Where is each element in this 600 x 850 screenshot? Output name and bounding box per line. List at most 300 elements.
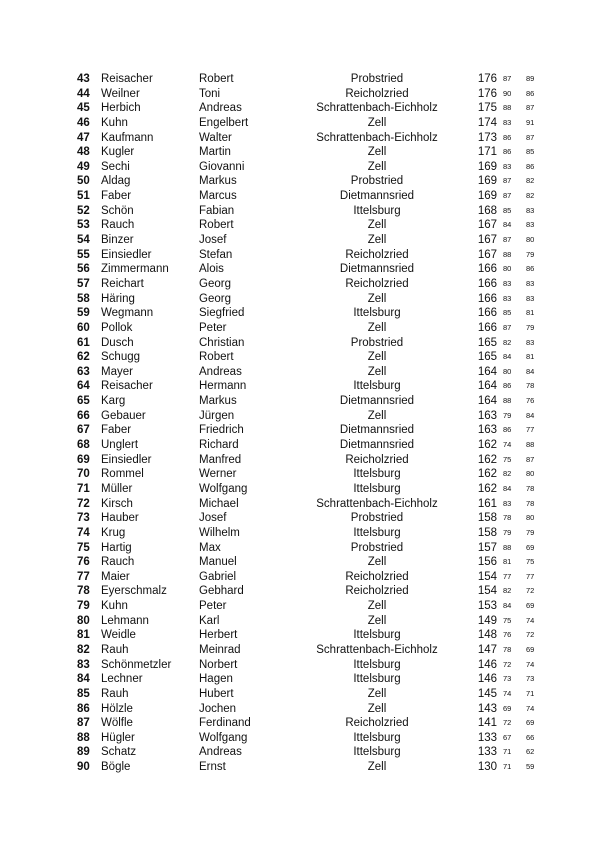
first-name-cell: Wilhelm xyxy=(199,526,240,539)
club-cell: Ittelsburg xyxy=(353,482,401,495)
club-cell: Schrattenbach-Eichholz xyxy=(316,102,438,115)
rank-cell: 43 xyxy=(77,73,90,85)
last-name-cell: Schatz xyxy=(101,746,137,759)
results-table xyxy=(0,72,600,775)
last-name-cell: Reisacher xyxy=(101,73,153,85)
table-row xyxy=(0,423,600,438)
series-2-score-cell: 74 xyxy=(526,659,535,669)
last-name-cell: Reichart xyxy=(101,277,144,290)
series-1-score-cell: 88 xyxy=(503,249,512,259)
first-name-cell: Siegfried xyxy=(199,307,245,320)
last-name-cell: Schönmetzler xyxy=(101,658,172,671)
last-name-cell: Schön xyxy=(101,204,134,217)
total-score-cell: 162 xyxy=(477,482,497,495)
club-cell: Reicholzried xyxy=(345,248,409,261)
series-2-score-cell: 69 xyxy=(526,718,535,728)
series-1-score-cell: 80 xyxy=(503,366,512,376)
last-name-cell: Faber xyxy=(101,424,132,437)
club-cell: Ittelsburg xyxy=(353,746,401,759)
series-1-score-cell: 83 xyxy=(503,293,512,303)
first-name-cell: Markus xyxy=(199,395,237,408)
first-name-cell: Manfred xyxy=(199,453,242,466)
total-score-cell: 162 xyxy=(477,453,497,466)
club-cell: Zell xyxy=(367,761,387,774)
series-2-score-cell: 75 xyxy=(526,557,535,567)
table-row xyxy=(0,277,600,292)
table-row xyxy=(0,482,600,497)
club-cell: Zell xyxy=(367,702,387,715)
rank-cell: 75 xyxy=(77,541,90,554)
total-score-cell: 167 xyxy=(477,248,497,261)
club-cell: Probstried xyxy=(350,512,404,525)
series-2-score-cell: 86 xyxy=(526,161,535,171)
series-2-score-cell: 83 xyxy=(526,220,535,230)
club-cell: Reicholzried xyxy=(345,585,409,598)
total-score-cell: 148 xyxy=(477,629,497,642)
series-1-score-cell: 71 xyxy=(503,762,512,772)
club-cell: Zell xyxy=(367,219,387,232)
rank-cell: 69 xyxy=(77,453,90,466)
total-score-cell: 165 xyxy=(477,336,497,349)
rank-cell: 54 xyxy=(77,234,90,247)
series-1-score-cell: 83 xyxy=(503,117,512,127)
club-cell: Ittelsburg xyxy=(353,673,401,686)
total-score-cell: 157 xyxy=(477,541,497,554)
first-name-cell: Josef xyxy=(199,512,227,525)
series-1-score-cell: 87 xyxy=(503,322,512,332)
rank-cell: 50 xyxy=(77,175,90,188)
club-cell: Reicholzried xyxy=(345,717,409,730)
total-score-cell: 166 xyxy=(477,321,497,334)
series-2-score-cell: 84 xyxy=(526,366,535,376)
series-1-score-cell: 87 xyxy=(503,176,512,186)
club-cell: Ittelsburg xyxy=(353,380,401,393)
last-name-cell: Müller xyxy=(101,482,133,495)
rank-cell: 51 xyxy=(77,190,90,203)
table-row xyxy=(0,72,600,87)
series-1-score-cell: 84 xyxy=(503,352,512,362)
table-row xyxy=(0,731,600,746)
first-name-cell: Andreas xyxy=(199,746,242,759)
series-1-score-cell: 75 xyxy=(503,615,512,625)
first-name-cell: Fabian xyxy=(199,204,235,217)
table-row xyxy=(0,116,600,131)
club-cell: Zell xyxy=(367,409,387,422)
last-name-cell: Weidle xyxy=(101,629,136,642)
series-2-score-cell: 84 xyxy=(526,410,535,420)
total-score-cell: 153 xyxy=(477,600,497,613)
total-score-cell: 176 xyxy=(477,73,497,85)
rank-cell: 81 xyxy=(77,629,90,642)
rank-cell: 66 xyxy=(77,409,90,422)
series-2-score-cell: 83 xyxy=(526,293,535,303)
first-name-cell: Hermann xyxy=(199,380,247,393)
club-cell: Zell xyxy=(367,614,387,627)
last-name-cell: Rauch xyxy=(101,219,135,232)
table-row xyxy=(0,204,600,219)
total-score-cell: 161 xyxy=(477,497,497,510)
rank-cell: 48 xyxy=(77,146,90,159)
last-name-cell: Gebauer xyxy=(101,409,146,422)
rank-cell: 90 xyxy=(77,761,90,774)
series-2-score-cell: 82 xyxy=(526,176,535,186)
table-row xyxy=(0,541,600,556)
last-name-cell: Rauh xyxy=(101,687,129,700)
table-row xyxy=(0,131,600,146)
series-2-score-cell: 79 xyxy=(526,322,535,332)
series-2-score-cell: 83 xyxy=(526,278,535,288)
table-row xyxy=(0,570,600,585)
series-1-score-cell: 82 xyxy=(503,586,512,596)
club-cell: Probstried xyxy=(350,175,404,188)
total-score-cell: 167 xyxy=(477,219,497,232)
table-row xyxy=(0,599,600,614)
rank-cell: 78 xyxy=(77,585,90,598)
table-row xyxy=(0,174,600,189)
rank-cell: 64 xyxy=(77,380,90,393)
series-1-score-cell: 83 xyxy=(503,498,512,508)
club-cell: Dietmannsried xyxy=(339,439,415,452)
rank-cell: 71 xyxy=(77,482,90,495)
table-row xyxy=(0,643,600,658)
first-name-cell: Norbert xyxy=(199,658,238,671)
rank-cell: 74 xyxy=(77,526,90,539)
last-name-cell: Mayer xyxy=(101,365,133,378)
rank-cell: 68 xyxy=(77,439,90,452)
club-cell: Dietmannsried xyxy=(339,190,415,203)
table-row xyxy=(0,409,600,424)
table-row xyxy=(0,365,600,380)
series-1-score-cell: 85 xyxy=(503,205,512,215)
rank-cell: 52 xyxy=(77,204,90,217)
total-score-cell: 165 xyxy=(477,351,497,364)
first-name-cell: Gabriel xyxy=(199,570,237,583)
club-cell: Zell xyxy=(367,234,387,247)
total-score-cell: 163 xyxy=(477,409,497,422)
last-name-cell: Einsiedler xyxy=(101,248,152,261)
table-row xyxy=(0,687,600,702)
club-cell: Probstried xyxy=(350,336,404,349)
series-1-score-cell: 82 xyxy=(503,469,512,479)
rank-cell: 76 xyxy=(77,556,90,569)
series-2-score-cell: 73 xyxy=(526,674,535,684)
first-name-cell: Max xyxy=(199,541,221,554)
table-row xyxy=(0,702,600,717)
club-cell: Zell xyxy=(367,351,387,364)
first-name-cell: Georg xyxy=(199,292,231,305)
last-name-cell: Reisacher xyxy=(101,380,153,393)
table-row xyxy=(0,248,600,263)
rank-cell: 87 xyxy=(77,717,90,730)
total-score-cell: 162 xyxy=(477,468,497,481)
first-name-cell: Robert xyxy=(199,351,234,364)
total-score-cell: 154 xyxy=(477,585,497,598)
first-name-cell: Peter xyxy=(199,321,227,334)
rank-cell: 61 xyxy=(77,336,90,349)
rank-cell: 86 xyxy=(77,702,90,715)
total-score-cell: 167 xyxy=(477,234,497,247)
series-2-score-cell: 80 xyxy=(526,235,535,245)
series-1-score-cell: 71 xyxy=(503,747,512,757)
last-name-cell: Zimmermann xyxy=(101,263,169,276)
club-cell: Zell xyxy=(367,292,387,305)
first-name-cell: Jochen xyxy=(199,702,237,715)
table-row xyxy=(0,101,600,116)
first-name-cell: Robert xyxy=(199,219,234,232)
rank-cell: 88 xyxy=(77,731,90,744)
series-2-score-cell: 59 xyxy=(526,762,535,772)
rank-cell: 67 xyxy=(77,424,90,437)
total-score-cell: 163 xyxy=(477,424,497,437)
total-score-cell: 169 xyxy=(477,175,497,188)
table-row xyxy=(0,658,600,673)
total-score-cell: 143 xyxy=(477,702,497,715)
last-name-cell: Hügler xyxy=(101,731,135,744)
rank-cell: 72 xyxy=(77,497,90,510)
table-row xyxy=(0,511,600,526)
series-2-score-cell: 87 xyxy=(526,132,535,142)
series-1-score-cell: 84 xyxy=(503,483,512,493)
last-name-cell: Lehmann xyxy=(101,614,149,627)
total-score-cell: 156 xyxy=(477,556,497,569)
rank-cell: 89 xyxy=(77,746,90,759)
last-name-cell: Hauber xyxy=(101,512,139,525)
series-2-score-cell: 83 xyxy=(526,205,535,215)
first-name-cell: Peter xyxy=(199,600,227,613)
rank-cell: 70 xyxy=(77,468,90,481)
total-score-cell: 133 xyxy=(477,731,497,744)
first-name-cell: Martin xyxy=(199,146,231,159)
table-row xyxy=(0,555,600,570)
table-row xyxy=(0,526,600,541)
series-2-score-cell: 69 xyxy=(526,601,535,611)
rank-cell: 85 xyxy=(77,687,90,700)
series-2-score-cell: 82 xyxy=(526,191,535,201)
rank-cell: 62 xyxy=(77,351,90,364)
last-name-cell: Kugler xyxy=(101,146,135,159)
club-cell: Schrattenbach-Eichholz xyxy=(316,643,438,656)
club-cell: Ittelsburg xyxy=(353,731,401,744)
total-score-cell: 166 xyxy=(477,277,497,290)
first-name-cell: Georg xyxy=(199,277,231,290)
series-2-score-cell: 88 xyxy=(526,440,535,450)
series-2-score-cell: 91 xyxy=(526,117,535,127)
club-cell: Zell xyxy=(367,146,387,159)
table-row xyxy=(0,145,600,160)
last-name-cell: Wölfle xyxy=(101,717,133,730)
series-1-score-cell: 87 xyxy=(503,74,512,83)
rank-cell: 56 xyxy=(77,263,90,276)
series-1-score-cell: 72 xyxy=(503,659,512,669)
last-name-cell: Hartig xyxy=(101,541,132,554)
last-name-cell: Bögle xyxy=(101,761,131,774)
last-name-cell: Pollok xyxy=(101,321,133,334)
series-1-score-cell: 86 xyxy=(503,381,512,391)
club-cell: Ittelsburg xyxy=(353,658,401,671)
club-cell: Ittelsburg xyxy=(353,526,401,539)
series-1-score-cell: 75 xyxy=(503,454,512,464)
club-cell: Zell xyxy=(367,160,387,173)
club-cell: Probstried xyxy=(350,541,404,554)
last-name-cell: Wegmann xyxy=(101,307,154,320)
rank-cell: 44 xyxy=(77,87,90,100)
first-name-cell: Hagen xyxy=(199,673,233,686)
club-cell: Probstried xyxy=(350,73,404,85)
table-row xyxy=(0,218,600,233)
series-1-score-cell: 90 xyxy=(503,88,512,98)
series-2-score-cell: 72 xyxy=(526,586,535,596)
first-name-cell: Wolfgang xyxy=(199,482,248,495)
series-2-score-cell: 81 xyxy=(526,308,535,318)
last-name-cell: Unglert xyxy=(101,439,139,452)
club-cell: Ittelsburg xyxy=(353,468,401,481)
total-score-cell: 145 xyxy=(477,687,497,700)
total-score-cell: 166 xyxy=(477,263,497,276)
first-name-cell: Andreas xyxy=(199,365,242,378)
series-1-score-cell: 80 xyxy=(503,264,512,274)
series-1-score-cell: 81 xyxy=(503,557,512,567)
last-name-cell: Rauh xyxy=(101,643,129,656)
total-score-cell: 154 xyxy=(477,570,497,583)
last-name-cell: Kuhn xyxy=(101,600,128,613)
series-1-score-cell: 86 xyxy=(503,147,512,157)
club-cell: Ittelsburg xyxy=(353,307,401,320)
table-row xyxy=(0,350,600,365)
first-name-cell: Herbert xyxy=(199,629,238,642)
series-1-score-cell: 77 xyxy=(503,571,512,581)
rank-cell: 57 xyxy=(77,277,90,290)
rank-cell: 77 xyxy=(77,570,90,583)
table-row xyxy=(0,306,600,321)
last-name-cell: Kirsch xyxy=(101,497,133,510)
series-2-score-cell: 77 xyxy=(526,571,535,581)
total-score-cell: 176 xyxy=(477,87,497,100)
table-row xyxy=(0,336,600,351)
series-2-score-cell: 76 xyxy=(526,396,535,406)
table-row xyxy=(0,379,600,394)
rank-cell: 80 xyxy=(77,614,90,627)
table-row xyxy=(0,394,600,409)
total-score-cell: 164 xyxy=(477,380,497,393)
table-row xyxy=(0,87,600,102)
club-cell: Reicholzried xyxy=(345,277,409,290)
table-row xyxy=(0,160,600,175)
rank-cell: 63 xyxy=(77,365,90,378)
last-name-cell: Eyerschmalz xyxy=(101,585,167,598)
first-name-cell: Manuel xyxy=(199,556,237,569)
last-name-cell: Faber xyxy=(101,190,132,203)
first-name-cell: Wolfgang xyxy=(199,731,248,744)
series-1-score-cell: 79 xyxy=(503,410,512,420)
table-row xyxy=(0,672,600,687)
first-name-cell: Ferdinand xyxy=(199,717,251,730)
total-score-cell: 164 xyxy=(477,395,497,408)
rank-cell: 82 xyxy=(77,643,90,656)
table-row xyxy=(0,628,600,643)
series-2-score-cell: 62 xyxy=(526,747,535,757)
total-score-cell: 162 xyxy=(477,439,497,452)
last-name-cell: Maier xyxy=(101,570,130,583)
series-2-score-cell: 79 xyxy=(526,527,535,537)
rank-cell: 47 xyxy=(77,131,90,144)
rank-cell: 53 xyxy=(77,219,90,232)
series-1-score-cell: 76 xyxy=(503,630,512,640)
total-score-cell: 147 xyxy=(477,643,497,656)
last-name-cell: Hölzle xyxy=(101,702,133,715)
club-cell: Ittelsburg xyxy=(353,204,401,217)
series-2-score-cell: 71 xyxy=(526,688,535,698)
series-2-score-cell: 86 xyxy=(526,264,535,274)
total-score-cell: 174 xyxy=(477,116,497,129)
first-name-cell: Jürgen xyxy=(199,409,235,422)
series-2-score-cell: 87 xyxy=(526,454,535,464)
first-name-cell: Robert xyxy=(199,73,234,85)
table-row xyxy=(0,233,600,248)
series-1-score-cell: 88 xyxy=(503,396,512,406)
total-score-cell: 169 xyxy=(477,160,497,173)
series-1-score-cell: 74 xyxy=(503,440,512,450)
series-2-score-cell: 86 xyxy=(526,88,535,98)
last-name-cell: Krug xyxy=(101,526,126,539)
series-1-score-cell: 86 xyxy=(503,425,512,435)
series-1-score-cell: 78 xyxy=(503,513,512,523)
last-name-cell: Aldag xyxy=(101,175,131,188)
club-cell: Dietmannsried xyxy=(339,263,415,276)
last-name-cell: Häring xyxy=(101,292,135,305)
club-cell: Zell xyxy=(367,365,387,378)
table-row xyxy=(0,614,600,629)
series-2-score-cell: 69 xyxy=(526,542,535,552)
rank-cell: 65 xyxy=(77,395,90,408)
total-score-cell: 171 xyxy=(477,146,497,159)
club-cell: Schrattenbach-Eichholz xyxy=(316,497,438,510)
series-1-score-cell: 69 xyxy=(503,703,512,713)
last-name-cell: Rauch xyxy=(101,556,135,569)
first-name-cell: Giovanni xyxy=(199,160,245,173)
rank-cell: 46 xyxy=(77,116,90,129)
series-1-score-cell: 84 xyxy=(503,601,512,611)
series-1-score-cell: 72 xyxy=(503,718,512,728)
total-score-cell: 166 xyxy=(477,307,497,320)
first-name-cell: Toni xyxy=(199,87,221,100)
rank-cell: 45 xyxy=(77,102,90,115)
table-row xyxy=(0,453,600,468)
club-cell: Reicholzried xyxy=(345,87,409,100)
table-row xyxy=(0,497,600,512)
total-score-cell: 146 xyxy=(477,658,497,671)
club-cell: Schrattenbach-Eichholz xyxy=(316,131,438,144)
first-name-cell: Ernst xyxy=(199,761,226,774)
last-name-cell: Binzer xyxy=(101,234,134,247)
rank-cell: 49 xyxy=(77,160,90,173)
club-cell: Zell xyxy=(367,600,387,613)
total-score-cell: 166 xyxy=(477,292,497,305)
series-1-score-cell: 88 xyxy=(503,542,512,552)
series-1-score-cell: 86 xyxy=(503,132,512,142)
table-row xyxy=(0,438,600,453)
table-row xyxy=(0,262,600,277)
series-2-score-cell: 83 xyxy=(526,337,535,347)
total-score-cell: 158 xyxy=(477,512,497,525)
first-name-cell: Markus xyxy=(199,175,237,188)
last-name-cell: Sechi xyxy=(101,160,130,173)
first-name-cell: Werner xyxy=(199,468,237,481)
last-name-cell: Rommel xyxy=(101,468,144,481)
total-score-cell: 133 xyxy=(477,746,497,759)
club-cell: Reicholzried xyxy=(345,570,409,583)
last-name-cell: Schugg xyxy=(101,351,141,364)
club-cell: Dietmannsried xyxy=(339,395,415,408)
